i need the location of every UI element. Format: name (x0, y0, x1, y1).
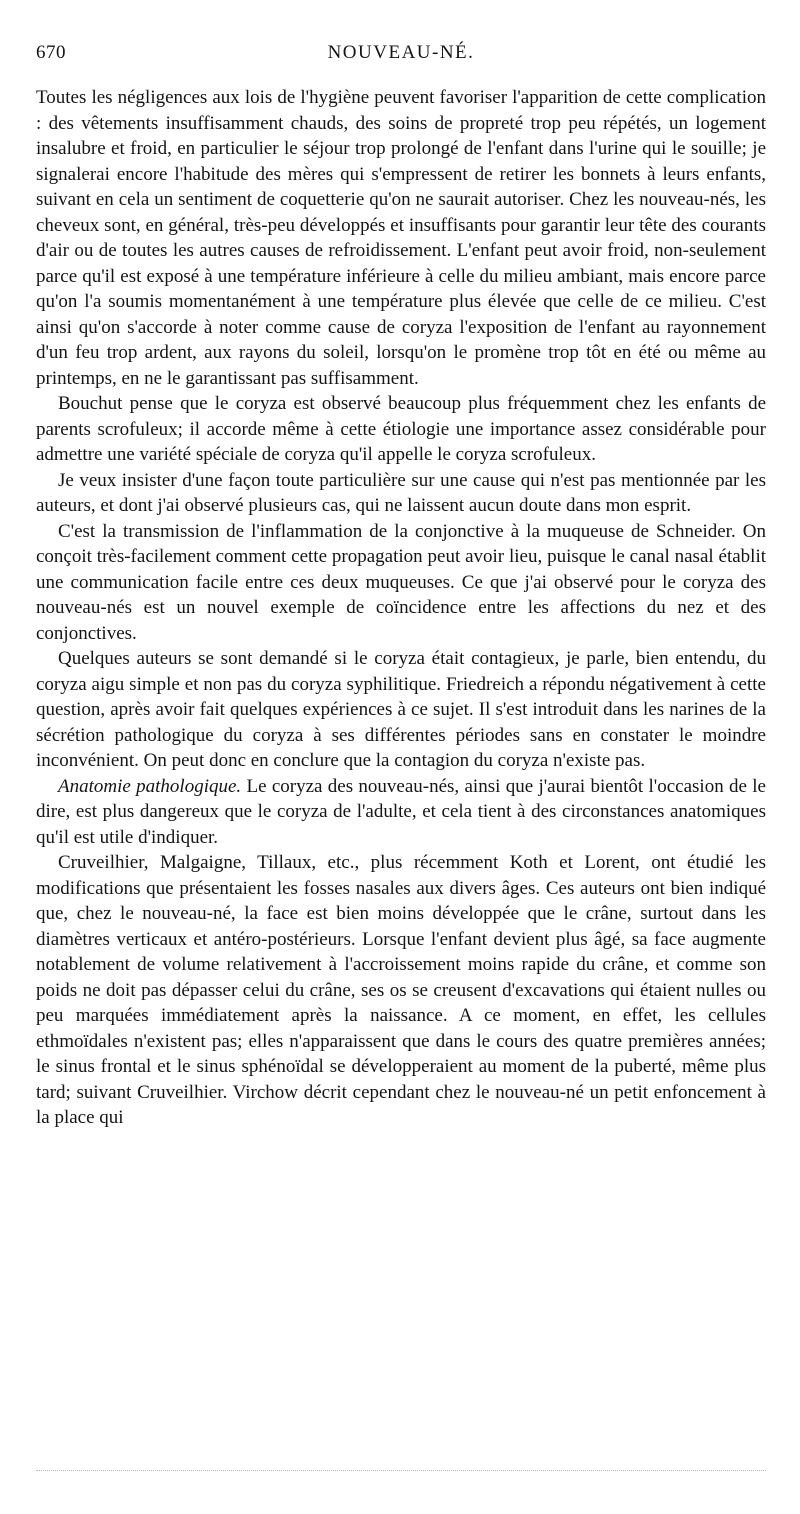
running-title: NOUVEAU-NÉ. (327, 42, 475, 63)
body-text (36, 85, 766, 1131)
paragraph-bouchut: Bouchut pense que le coryza est observé beaucoup plus fréquemment chez les enfants de parents scrofuleux; il accorde même à cette étiologie une importance assez considérable pour admettre une variété spéciale de coryza qu'il appelle le coryza scrofuleux. (36, 393, 766, 465)
paragraph-contagion: Quelques auteurs se sont demandé si le coryza était contagieux, je parle, bien entendu, du coryza aigu simple et non pas du coryza syphilitique. Friedreich a répondu négativement à cette question, après avoir fait quelques expériences à ce sujet. Il s'est introduit dans les narines de la sécrétion pathologique du coryza à ses différentes périodes sans en constater le moindre inconvénient. On peut donc en conclure que la contagion du coryza n'existe pas. (36, 648, 766, 771)
footer-rule (36, 1470, 766, 1471)
page-header (36, 42, 766, 68)
paragraph-anatomie-pathologique (36, 774, 766, 851)
paragraph-nasal-fossae: Cruveilhier, Malgaigne, Tillaux, etc., plus récemment Koth et Lorent, ont étudié les modifications que présentaient les fosses nasales aux divers âges. Ces auteurs ont bien indiqué que, chez le nouveau-né, la face est bien moins développée que le crâne, surtout dans les diamètres verticaux et antéro-postérieurs. Lorsque l'enfant devient plus âgé, sa face augmente notablement de volume relativement à l'accroissement moins rapide du crâne, et comme son poids ne doit pas dépasser celui du crâne, ses os se creusent d'excavations qui étaient nulles ou peu marquées immédiatement après la naissance. A ce moment, en effet, les cellules ethmoïdales n'existent pas; elles n'apparaissent que dans le cours des quatre premières années; le sinus frontal et le sinus sphénoïdal se développeraient au moment de la puberté, même plus tard; suivant Cruveilhier. Virchow décrit cependant chez le nouveau-né un petit enfoncement à la place qui (36, 852, 766, 1128)
paragraph-conjunctiva-transmission: C'est la transmission de l'inflammation de la conjonctive à la muqueuse de Schneider. On conçoit très-facilement comment cette propagation peut avoir lieu, puisque le canal nasal établit une communication facile entre ces deux muqueuses. Ce que j'ai observé pour le coryza des nouveau-nés est un nouvel exemple de coïncidence entre les affections du nez et des conjonctives. (36, 520, 766, 644)
book-page (36, 0, 766, 1514)
page-number: 670 (36, 42, 66, 63)
paragraph-particular-cause: Je veux insister d'une façon toute particulière sur une cause qui n'est pas mentionnée par les auteurs, et dont j'ai observé plusieurs cas, qui ne laissent aucun doute dans mon esprit. (36, 469, 766, 516)
paragraph-hygiene-causes: Toutes les négligences aux lois de l'hygiène peuvent favoriser l'apparition de cette complication : des vêtements insuffisamment chauds, des soins de propreté trop peu répétés, un logement insalubre et froid, en particulier le séjour trop prolongé de l'enfant dans l'urine qui le souille; je signalerai encore l'habitude des mères qui s'empressent de retirer les bonnets à leurs enfants, suivant en cela un sentiment de coquetterie qu'on ne saurait autoriser. Chez les nouveau-nés, les cheveux sont, en général, très-peu développés et insuffisants pour garantir leur tête des courants d'air ou de toutes les autres causes de refroidissement. L'enfant peut avoir froid, non-seulement parce qu'il est exposé à une température inférieure à celle du milieu ambiant, mais encore parce qu'on l'a soumis momentanément à une température plus élevée que celle de ce milieu. C'est ainsi qu'on s'accorde à noter comme cause de coryza l'exposition de l'enfant au rayonnement d'un feu trop ardent, aux rayons du soleil, lorsqu'on le promène trop tôt en été ou même au printemps, en ne le garantissant pas suffisamment. (36, 87, 766, 389)
paragraph-anatomie-text: Le coryza des nouveau-nés, ainsi que j'aurai bientôt l'occasion de le dire, est plus dangereux que le coryza de l'adulte, et cela tient à des circonstances anatomiques qu'il est utile d'indiquer. (36, 775, 766, 848)
section-heading-anatomie-pathologique: Anatomie pathologique. (58, 775, 242, 797)
